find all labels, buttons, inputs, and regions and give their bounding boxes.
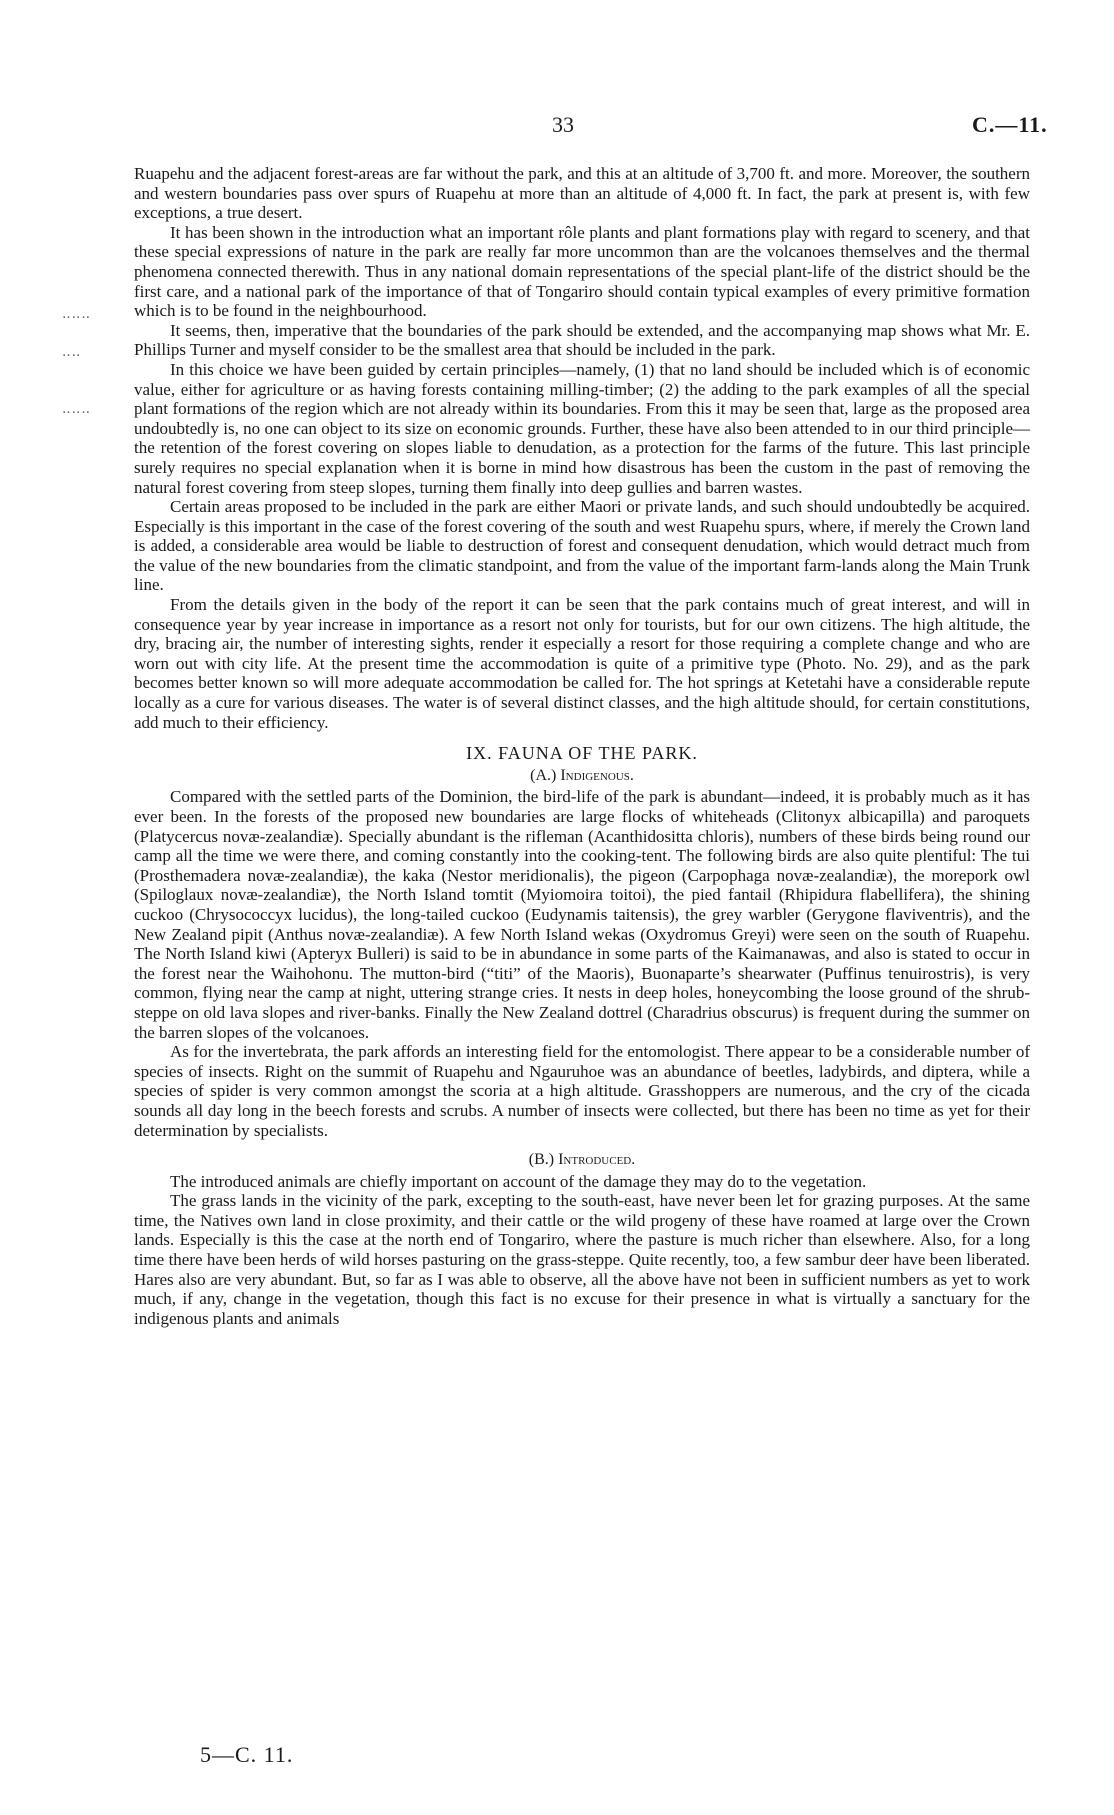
body-text: [134, 164, 1030, 1328]
paragraph: As for the invertebrata, the park affords an interesting field for the entomologist. There appear to be a considerable number of species of insects. Right on the summit of Ruapehu and Ngauruhoe was an abundance of beetles, ladybirds, and diptera, while a species of spider is very common amongst the scoria at a high altitude. Grasshoppers are numerous, and the cry of the cicada sounds all day long in the beech forests and scrubs. A number of insects were collected, but there has been no time as yet for their determination by specialists.: [134, 1042, 1030, 1140]
paragraph: The introduced animals are chiefly important on account of the damage they may do to the vegetation.: [170, 1171, 867, 1191]
paragraph: Ruapehu and the adjacent forest-areas are far without the park, and this at an altitude of 3,700 ft. and more. Moreover, the southern and western boundaries pass over spurs of Ruapehu at more than an altitude of 4,000 ft. In fact, the park at present is, with few exceptions, a true desert.: [134, 164, 1030, 223]
paragraph: From the details given in the body of the report it can be seen that the park contains much of great interest, and will in consequence year by year increase in importance as a resort not only for tourists, but for our own citizens. The high altitude, the dry, bracing air, the number of interesting sights, render it especially a resort for those requiring a complete change and who are worn out with city life. At the present time the accommodation is quite of a primitive type (Photo. No. 29), and as the park becomes better known so will more adequate accommodation be called for. The hot springs at Ketetahi have a considerable repute locally as a cure for various diseases. The water is of several distinct classes, and the high altitude should, for certain constitutions, add much to their efficiency.: [134, 595, 1030, 732]
page-header: [0, 112, 1114, 148]
subsection-title-introduced: (B.) Introduced.: [528, 1151, 636, 1169]
footer-signature: 5—C. 11.: [200, 1742, 294, 1767]
paragraph: Compared with the settled parts of the Dominion, the bird-life of the park is abundant—indeed, it is probably much as it has ever been. In the forests of the proposed new boundaries are large flocks of whiteheads (Clitonyx albicapilla) and paroquets (Platycercus novæ-zealandiæ). Specially abundant is the rifleman (Acanthidositta chloris), numbers of these birds being round our camp all the time we were there, and coming constantly into the cooking-tent. The following birds are also quite plentiful: The tui (Prosthemadera novæ-zealandiæ), the kaka (Nestor meridionalis), the pigeon (Carpophaga novæ-zealandiæ), the morepork owl (Spiloglaux novæ-zealandiæ), the North Island tomtit (Myiomoira toitoi), the pied fantail (Rhipidura flabellifera), the shining cuckoo (Chrysococcyx lucidus), the long-tailed cuckoo (Eudynamis taitensis), the grey warbler (Gerygone flaviventris), and the New Zealand pipit (Anthus novæ-zealandiæ). A few North Island wekas (Oxydromus Greyi) were seen on the south of Ruapehu. The North Island kiwi (Apteryx Bulleri) is said to be in abundance in some parts of the Kaimanawas, and also is stated to occur in the forest near the Waihohonu. The mutton-bird (“titi” of the Maoris), Buonaparte’s shearwater (Puffinus tenuirostris), is very common, flying near the camp at night, uttering strange cries. It nests in deep holes, honeycombing the loose ground of the shrub-steppe on old lava slopes and river-banks. Finally the New Zealand dottrel (Charadrius obscurus) is frequent during the summer on the barren slopes of the volcanoes.: [134, 787, 1030, 1042]
paragraph: Certain areas proposed to be included in the park are either Maori or private lands, and such should undoubtedly be acquired. Especially is this important in the case of the forest covering of the south and west Ruapehu spurs, where, if merely the Crown land is added, a considerable area would be liable to destruction of forest and consequent denudation, which would detract much from the value of the new boundaries from the climatic standpoint, and from the value of the important farm-lands along the Main Trunk line.: [134, 497, 1030, 595]
paragraph: The grass lands in the vicinity of the park, excepting to the south-east, have never been let for grazing purposes. At the same time, the Natives own land in close proximity, and their cattle or the wild progeny of these have roamed at large over the Crown lands. Especially is this the case at the north end of Tongariro, where the pasture is much richer than elsewhere. Also, for a long time there have been herds of wild horses pasturing on the grass-steppe. Quite recently, too, a few sambur deer have been liberated. Hares also are very abundant. But, so far as I was able to observe, all the above have not been in sufficient numbers as yet to work much, if any, change in the vegetation, though this fact is no excuse for their presence in what is virtually a sanctuary for the indigenous plants and animals: [134, 1191, 1030, 1328]
margin-mark: ‥‥‥: [62, 401, 92, 416]
subsection-title-indigenous: (A.) Indigenous.: [530, 766, 634, 784]
page-number: 33: [552, 112, 574, 137]
paragraph: It has been shown in the introduction what an important rôle plants and plant formations play with regard to scenery, and that these special expressions of nature in the park are really far more uncommon than are the volcanoes themselves and the thermal phenomena connected therewith. Thus in any national domain representations of the special plant-life of the district should be the first care, and a national park of the importance of that of Tongariro should contain typical examples of every primitive formation which is to be found in the neighbourhood.: [134, 222, 1030, 321]
section-title: IX. FAUNA OF THE PARK.: [466, 743, 698, 764]
series-reference: C.—11.: [972, 112, 1048, 137]
margin-mark: ‥‥‥: [62, 306, 92, 321]
paragraph: In this choice we have been guided by certain principles—namely, (1) that no land should be included which is of economic value, either for agriculture or as having forests containing milling-timber; (2) the adding to the park examples of all the special plant formations of the region which are not already within its boundaries. From this it may be seen that, large as the proposed area undoubtedly is, no one can object to its size on economic grounds. Further, these have also been attended to in our third principle—the retention of the forest covering on slopes liable to denudation, as a protection for the farms of the future. This last principle surely requires no special explanation when it is borne in mind how disastrous has been the custom in the past of removing the natural forest covering from steep slopes, turning them finally into deep gullies and barren wastes.: [134, 359, 1030, 497]
margin-mark: ‥‥: [62, 344, 82, 359]
paragraph: It seems, then, imperative that the boundaries of the park should be extended, and the accompanying map shows what Mr. E. Phillips Turner and myself consider to be the smallest area that should be included in the park.: [134, 320, 1030, 360]
